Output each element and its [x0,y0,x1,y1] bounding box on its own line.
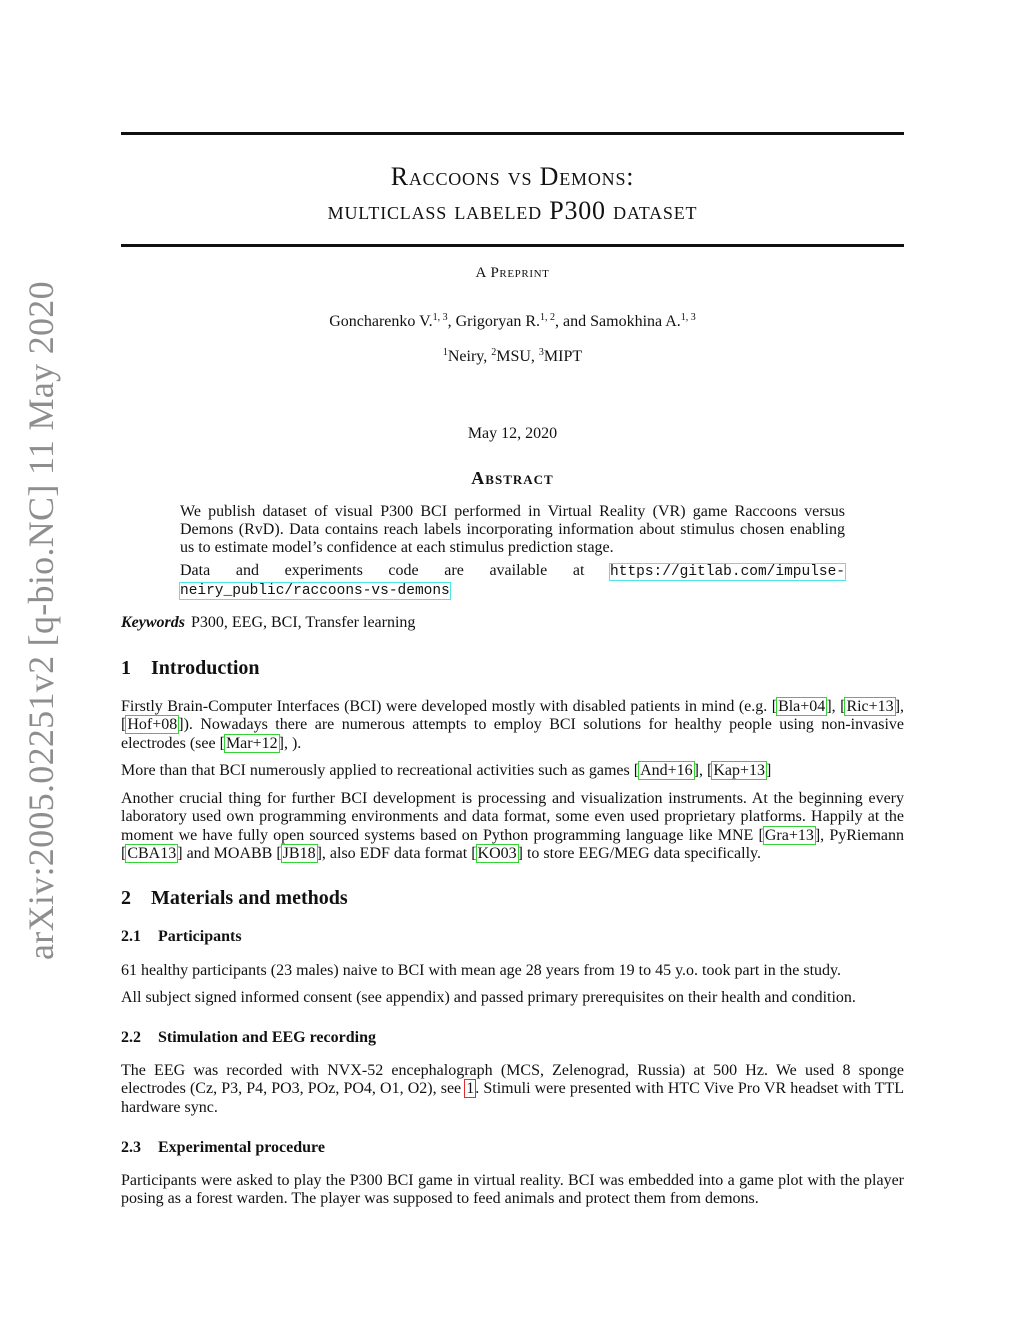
citation-link[interactable]: Bla+04 [778,698,826,715]
abstract-paragraph-1: We publish dataset of visual P300 BCI performed in Virtual Reality (VR) game Raccoons versus Demons (RvD). Data contains reach labels incorporating information about stimulus chosen enabling us to estimate model’s confidence at each stimulus prediction stage. [180,503,845,556]
author-1: Goncharenko V. [329,313,433,330]
author-3-affil: 1, 3 [680,312,696,323]
subsection-procedure-heading [121,1139,325,1157]
affil-2-mark: 2 [491,347,497,358]
citation-link[interactable]: Gra+13 [764,826,814,844]
stimulation-paragraph [121,1062,904,1117]
title-line-1: Raccoons vs Demons: [390,162,635,191]
text-run: ] and MOABB [ [177,844,282,862]
text-run: ], [ [121,698,905,734]
citation-link[interactable]: And+16 [640,762,693,779]
paper-title [121,160,904,228]
abstract-paragraph-2 [180,562,845,600]
section-number: 2 [121,887,131,909]
text-run: . Stimuli were presented with HTC Vive Pro VR headset with TTL hardware sync. [121,1080,904,1116]
author-separator: , [447,313,456,330]
section-number: 1 [121,657,131,679]
participants-paragraph-1: 61 healthy participants (23 males) naive to BCI with mean age 28 years from 19 to 45 y.o. took part in the study. [121,962,841,979]
author-list [121,313,904,331]
citation-link[interactable]: Mar+12 [225,734,278,752]
intro-paragraph-2 [121,762,904,780]
citation-link[interactable]: Ric+13 [846,698,894,715]
text-run: Firstly Brain-Computer Interfaces (BCI) were developed mostly with disabled patients in mind (e.g. [ [121,698,778,715]
citation-link[interactable]: KO03 [477,844,517,862]
text-run: ], ). [278,734,302,752]
author-separator: , and [555,313,591,330]
title-top-rule [121,132,904,135]
citation-link[interactable]: Kap+13 [713,762,765,779]
affil-1-mark: 1 [442,347,448,358]
subsection-stimulation-heading [121,1029,376,1047]
procedure-paragraph: Participants were asked to play the P300 BCI game in virtual reality. BCI was embedded into a game plot with the player posing as a forest warden. The player was supposed to feed animals and protect them from demons. [121,1172,904,1208]
affil-3-mark: 3 [538,347,544,358]
affiliations [121,348,904,366]
section-title: Materials and methods [151,887,348,909]
section-title: Introduction [151,657,260,679]
subsection-number: 2.2 [121,1029,141,1046]
text-run: ], also EDF data format [ [316,844,477,862]
subsection-participants-heading [121,928,242,946]
text-run: ] to store EEG/MEG data specifically. [517,844,761,862]
text-run: ]). Nowadays there are numerous attempts to employ BCI solutions for healthy people using non-invasive electrodes (see [ [121,716,904,752]
subsection-title: Stimulation and EEG recording [158,1029,376,1046]
text-run: ] [766,762,772,779]
section-introduction-heading [121,657,260,680]
text-run: More than that BCI numerously applied to recreational activities such as games [ [121,762,640,779]
citation-link[interactable]: JB18 [282,844,316,862]
figure-link[interactable]: 1 [466,1080,475,1098]
affil-1: Neiry, [447,348,492,365]
text-run: Another crucial thing for further BCI development is processing and visualization instruments. At the beginning every laboratory used own programming environments and data format, some even used proprietary platforms. Happily at the moment we have fully open sourced systems based on Python programming language like MNE [ [121,790,904,844]
subsection-number: 2.1 [121,928,141,945]
paper-date: May 12, 2020 [467,425,558,442]
author-2: Grigoryan R. [455,313,541,330]
keywords [121,614,415,632]
abstract-heading: Abstract [471,468,554,488]
author-3: Samokhina A. [590,313,681,330]
preprint-label: A Preprint [475,265,550,281]
citation-link[interactable]: CBA13 [127,844,177,862]
author-1-affil: 1, 3 [432,312,448,323]
subsection-title: Experimental procedure [158,1139,325,1156]
abstract-code-text: Data and experiments code are available at [180,562,611,579]
title-bottom-rule [121,244,904,247]
author-2-affil: 1, 2 [540,312,556,323]
intro-paragraph-1 [121,698,904,753]
participants-paragraph-2: All subject signed informed consent (see appendix) and passed primary prerequisites on their health and condition. [121,989,856,1006]
text-run: ], [ [826,698,846,715]
subsection-title: Participants [158,928,242,945]
arxiv-side-stamp: arXiv:2005.02251v2 [q-bio.NC] 11 May 2020 [21,281,61,960]
intro-paragraph-3 [121,790,904,863]
keywords-values: P300, EEG, BCI, Transfer learning [191,614,416,631]
text-run: ], [ [693,762,713,779]
keywords-label: Keywords [121,614,185,631]
text-run: ], PyRiemann [ [121,826,904,862]
section-materials-heading [121,887,348,910]
title-line-2: multiclass labeled P300 dataset [327,196,698,225]
gitlab-link[interactable]: https://gitlab.com/impulse-neiry_public/raccoons-vs-demons [180,564,845,599]
text-run: The EEG was recorded with NVX-52 encephalograph (MCS, Zelenograd, Russia) at 500 Hz. We used 8 sponge electrodes (Cz, P3, P4, PO3, POz, PO4, O1, O2), see [121,1062,904,1098]
citation-link[interactable]: Hof+08 [127,716,178,734]
affil-3: MIPT [543,348,583,365]
subsection-number: 2.3 [121,1139,141,1156]
affil-2: MSU, [496,348,539,365]
